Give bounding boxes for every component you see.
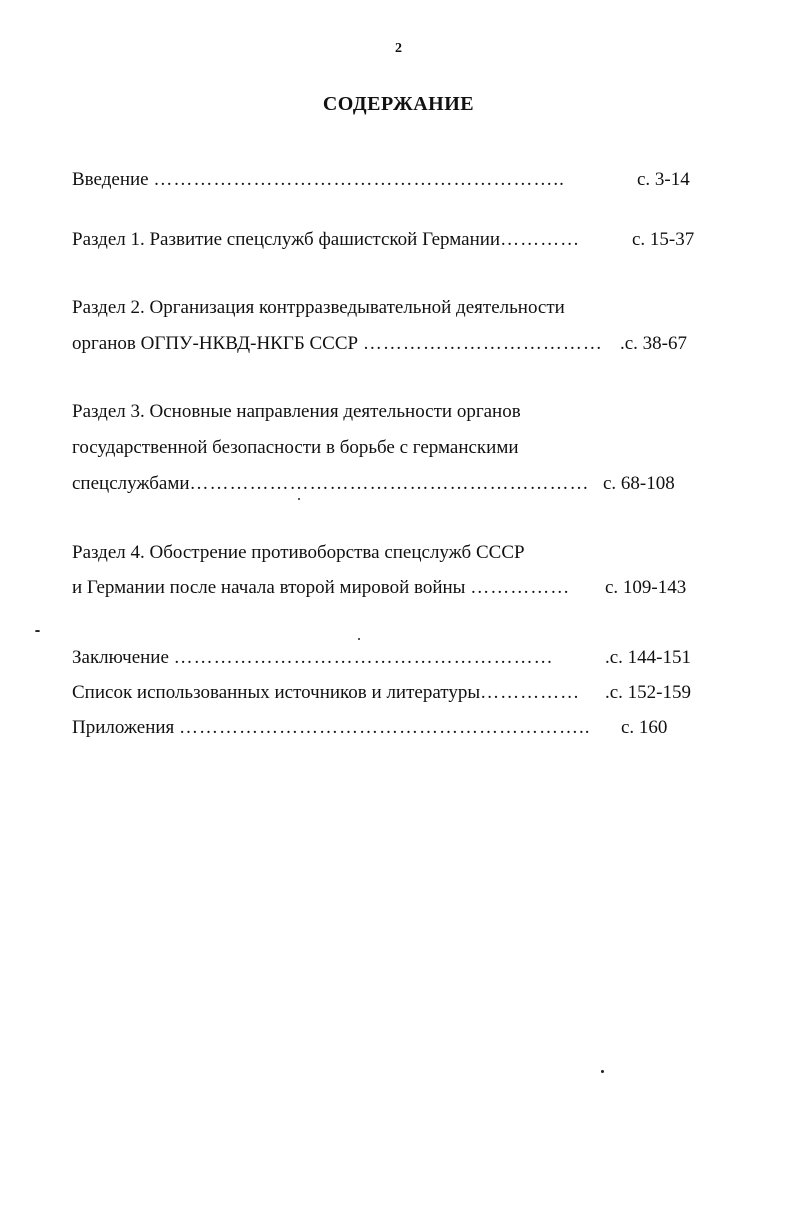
toc-leader-dots: ………………………………………………… (173, 647, 554, 668)
toc-entry-label: Раздел 1. Развитие спецслужб фашистской Германии (72, 229, 501, 250)
toc-entry-section-2-line-1: Раздел 2. Организация контрразведывательной деятельности (72, 297, 565, 318)
page-number: 2 (395, 41, 402, 56)
toc-entry-page: .с. 38-67 (620, 333, 688, 354)
toc-entry-page: с. 109-143 (605, 577, 687, 598)
toc-leader-dots: ……………………………… (362, 333, 603, 354)
scan-speck (358, 638, 360, 640)
toc-entry-label: Введение (72, 169, 154, 190)
toc-leader-dots: …………… (480, 682, 581, 703)
toc-entry-label: и Германии после начала второй мировой войны (72, 577, 471, 598)
toc-entry-section-1 (72, 228, 580, 252)
toc-leader-dots: ………… (500, 229, 581, 250)
toc-entry-page: .с. 152-159 (605, 682, 692, 703)
toc-leader-dots: …………………………………………………….. (153, 169, 565, 190)
toc-leader-dots: …………………………………………………….. (179, 717, 591, 738)
toc-entry-section-3-line-2: государственной безопасности в борьбе с германскими (72, 437, 519, 458)
toc-leader-dots: …………………………………………………… (189, 473, 590, 494)
toc-entry-appendix (72, 716, 591, 740)
toc-entry-label: спецслужбами (72, 473, 190, 494)
toc-entry-page: с. 15-37 (632, 229, 695, 250)
toc-entry-section-4-line-2 (72, 576, 570, 600)
toc-leader-dots: …………… (470, 577, 571, 598)
scan-speck (298, 498, 300, 500)
scan-speck (35, 630, 40, 632)
toc-entry-conclusion (72, 646, 554, 670)
toc-entry-page: .с. 144-151 (605, 647, 692, 668)
toc-entry-label: органов ОГПУ-НКВД-НКГБ СССР (72, 333, 363, 354)
toc-entry-section-3-line-1: Раздел 3. Основные направления деятельности органов (72, 401, 521, 422)
toc-entry-page: с. 68-108 (603, 473, 675, 494)
toc-entry-sources (72, 681, 580, 705)
scan-speck (601, 1070, 604, 1073)
toc-entry-page: с. 160 (621, 717, 668, 738)
toc-entry-label: Заключение (72, 647, 174, 668)
toc-entry-label: Приложения (72, 717, 180, 738)
toc-entry-section-3-line-3 (72, 472, 590, 496)
toc-entry-intro (72, 168, 565, 192)
page-title: СОДЕРЖАНИЕ (322, 93, 475, 115)
toc-entry-section-2-line-2 (72, 332, 603, 356)
toc-entry-page: с. 3-14 (637, 169, 690, 190)
toc-entry-label: Список использованных источников и литературы (72, 682, 481, 703)
toc-entry-section-4-line-1: Раздел 4. Обострение противоборства спецслужб СССР (72, 542, 525, 563)
